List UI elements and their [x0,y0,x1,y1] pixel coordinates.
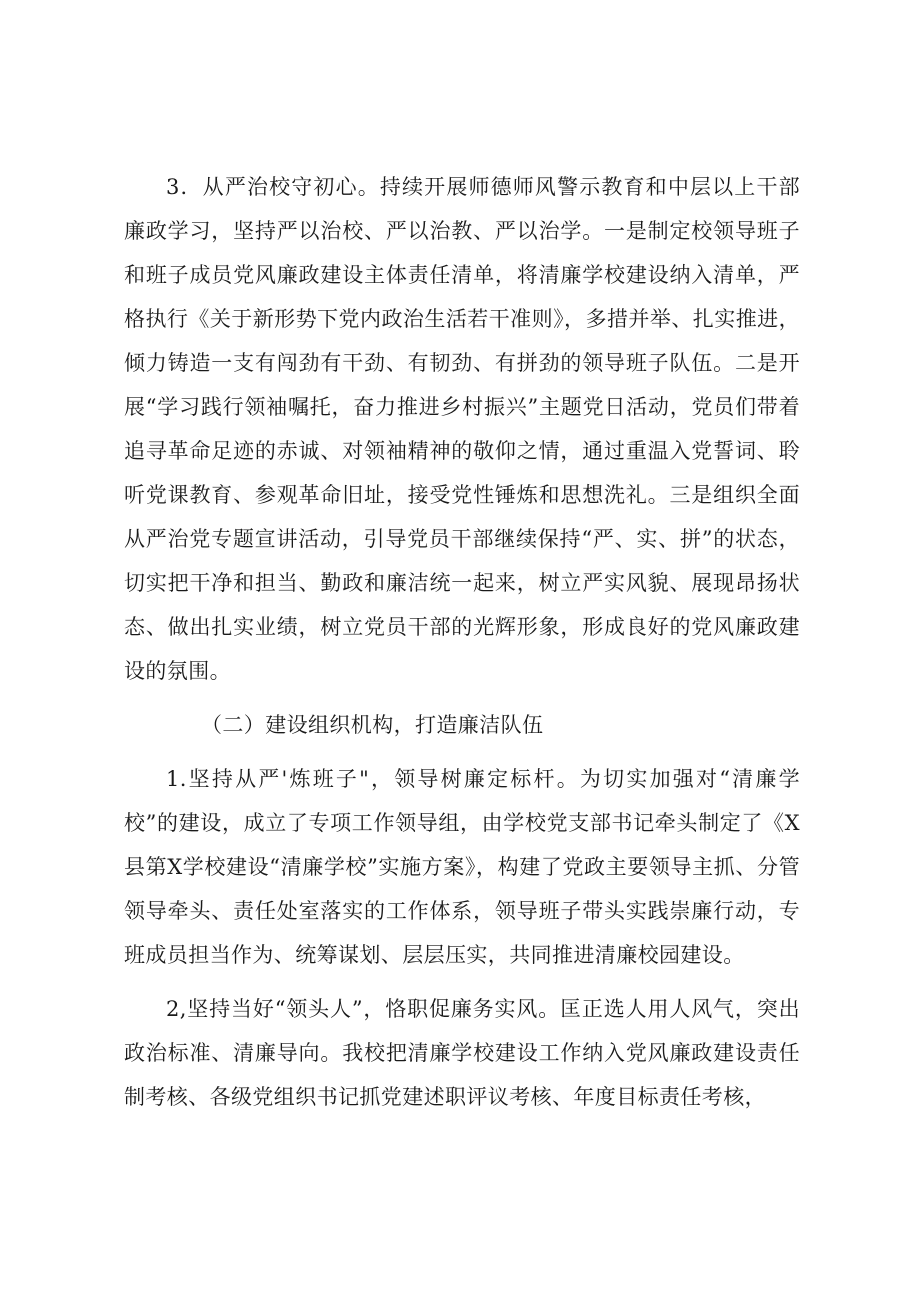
document-body [124,165,800,1119]
paragraph-leader-role: 2,坚持当好“领头人”，恪职促廉务实风。匡正选人用人风气，突出政治标准、清廉导向。我校把清廉学校建设工作纳入党风廉政建设责任制考核、各级党组织书记抓党建述职评议考核、年度目标责任考核， [124,997,800,1109]
section-heading-organization: （二）建设组织机构，打造廉洁队伍 [201,713,544,737]
paragraph-leadership-team: 1.坚持从严'炼班子"，领导树廉定标杆。为切实加强对“清廉学校”的建设，成立了专项工作领导组，由学校党支部书记牵头制定了《X县第X学校建设“清廉学校”实施方案》，构建了党政主要领导主抓、分管领导牵头、责任处室落实的工作体系，领导班子带头实践崇廉行动，专班成员担当作为、统筹谋划、层层压实，共同推进清廉校园建设。 [124,767,800,967]
paragraph-strict-governance: 3．从严治校守初心。持续开展师德师风警示教育和中层以上干部廉政学习，坚持严以治校、严以治教、严以治学。一是制定校领导班子和班子成员党风廉政建设主体责任清单，将清廉学校建设纳入清单，严格执行《关于新形势下党内政治生活若干准则》，多措并举、扎实推进，倾力铸造一支有闯劲有干劲、有韧劲、有拼劲的领导班子队伍。二是开展“学习践行领袖嘱托，奋力推进乡村振兴”主题党日活动，党员们带着追寻革命足迹的赤诚、对领袖精神的敬仰之情，通过重温入党誓词、聆听党课教育、参观革命旧址，接受党性锤炼和思想洗礼。三是组织全面从严治党专题宣讲活动，引导党员干部继续保持“严、实、拼”的状态，切实把干净和担当、勤政和廉洁统一起来，树立严实风貌、展现昂扬状态、做出扎实业绩，树立党员干部的光辉形象，形成良好的党风廉政建设的氛围。 [124,175,800,683]
